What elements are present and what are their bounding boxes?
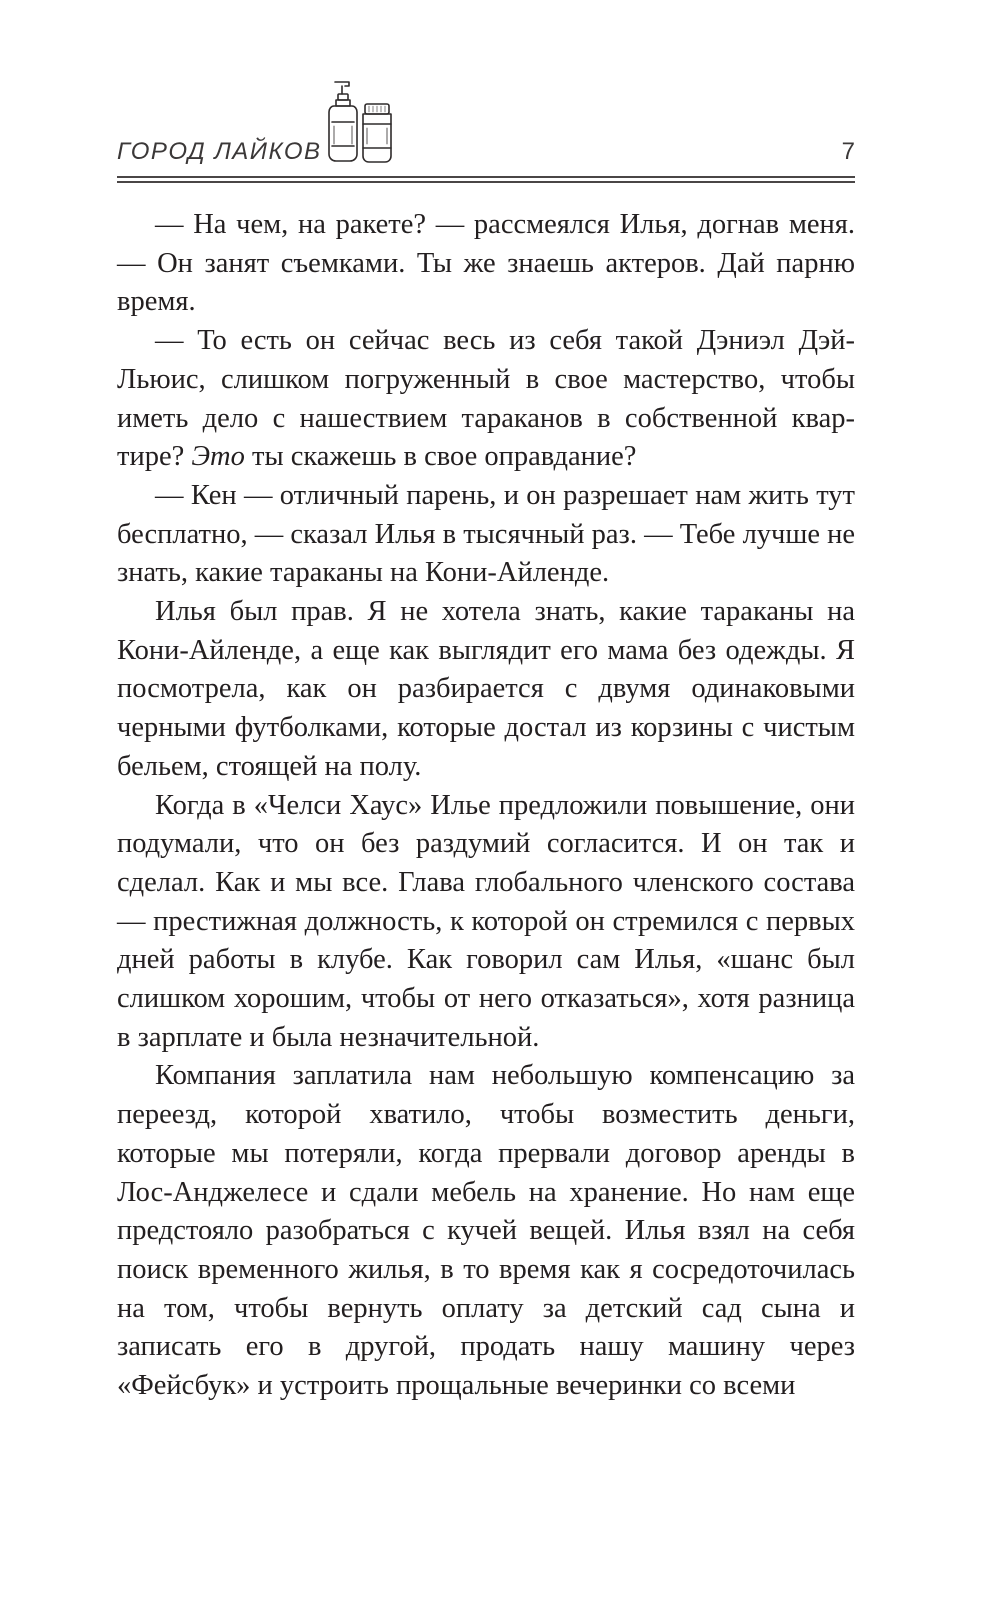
paragraph: — На чем, на ракете? — рассмеялся Илья, догнав меня. — Он занят съемками. Ты же знаешь актеров. Дай парню время. xyxy=(117,209,855,318)
paragraph: Когда в «Челси Хаус» Илье предложили повышение, они подумали, что он без раздумий согласится. И он так и сделал. Как и мы все. Глава глобального членского состава — престижная должность, к которой он стремился с первых дней работы в клубе. Как говорил сам Илья, «шанс был слишком хорошим, чтобы от него отказаться», хотя разница в зарплате и была незначительной. xyxy=(117,789,855,1053)
body-text xyxy=(117,206,855,1406)
header-rule xyxy=(117,181,855,183)
bottles-illustration-icon xyxy=(321,78,397,164)
page-number: 7 xyxy=(841,138,855,165)
header-rule xyxy=(117,176,855,178)
running-title: ГОРОД ЛАЙКОВ xyxy=(117,138,322,165)
paragraph xyxy=(117,322,855,477)
paragraph: Компания заплатила нам небольшую компенсацию за переезд, которой хватило, чтобы возместить деньги, которые мы потеряли, когда прервали договор аренды в Лос-Анджелесе и сдали мебель на хранение. Но нам еще предстояло разобраться с кучей вещей. Илья взял на себя поиск временного жилья, в то время как я сосредоточилась на том, чтобы вернуть оплату за детский сад сына и записать его в другой, продать нашу машину через «Фейсбук» и устроить прощальные вечеринки со всеми xyxy=(117,1060,855,1402)
paragraph-text: — То есть он сейчас весь из себя такой Дэниэл Дэй-Льюис, слишком погруженный в свое мастерство, чтобы иметь дело с нашествием тараканов в собственной квартире? xyxy=(117,325,855,473)
paragraph-text: ты скажешь в свое оправдание? xyxy=(244,441,637,473)
page-header xyxy=(117,78,855,188)
emphasis-text: Это xyxy=(191,441,245,473)
paragraph: — Кен — отличный парень, и он разрешает нам жить тут бесплатно, — сказал Илья в тысячный раз. — Тебе лучше не знать, какие тараканы на Кони-Айленде. xyxy=(117,479,855,589)
paragraph: Илья был прав. Я не хотела знать, какие тараканы на Кони-Айленде, а еще как выглядит его мама без одежды. Я посмотрела, как он разбирается с двумя одинаковыми черными футболками, которые достал из корзины с чистым бельем, стоящей на полу. xyxy=(117,596,855,782)
